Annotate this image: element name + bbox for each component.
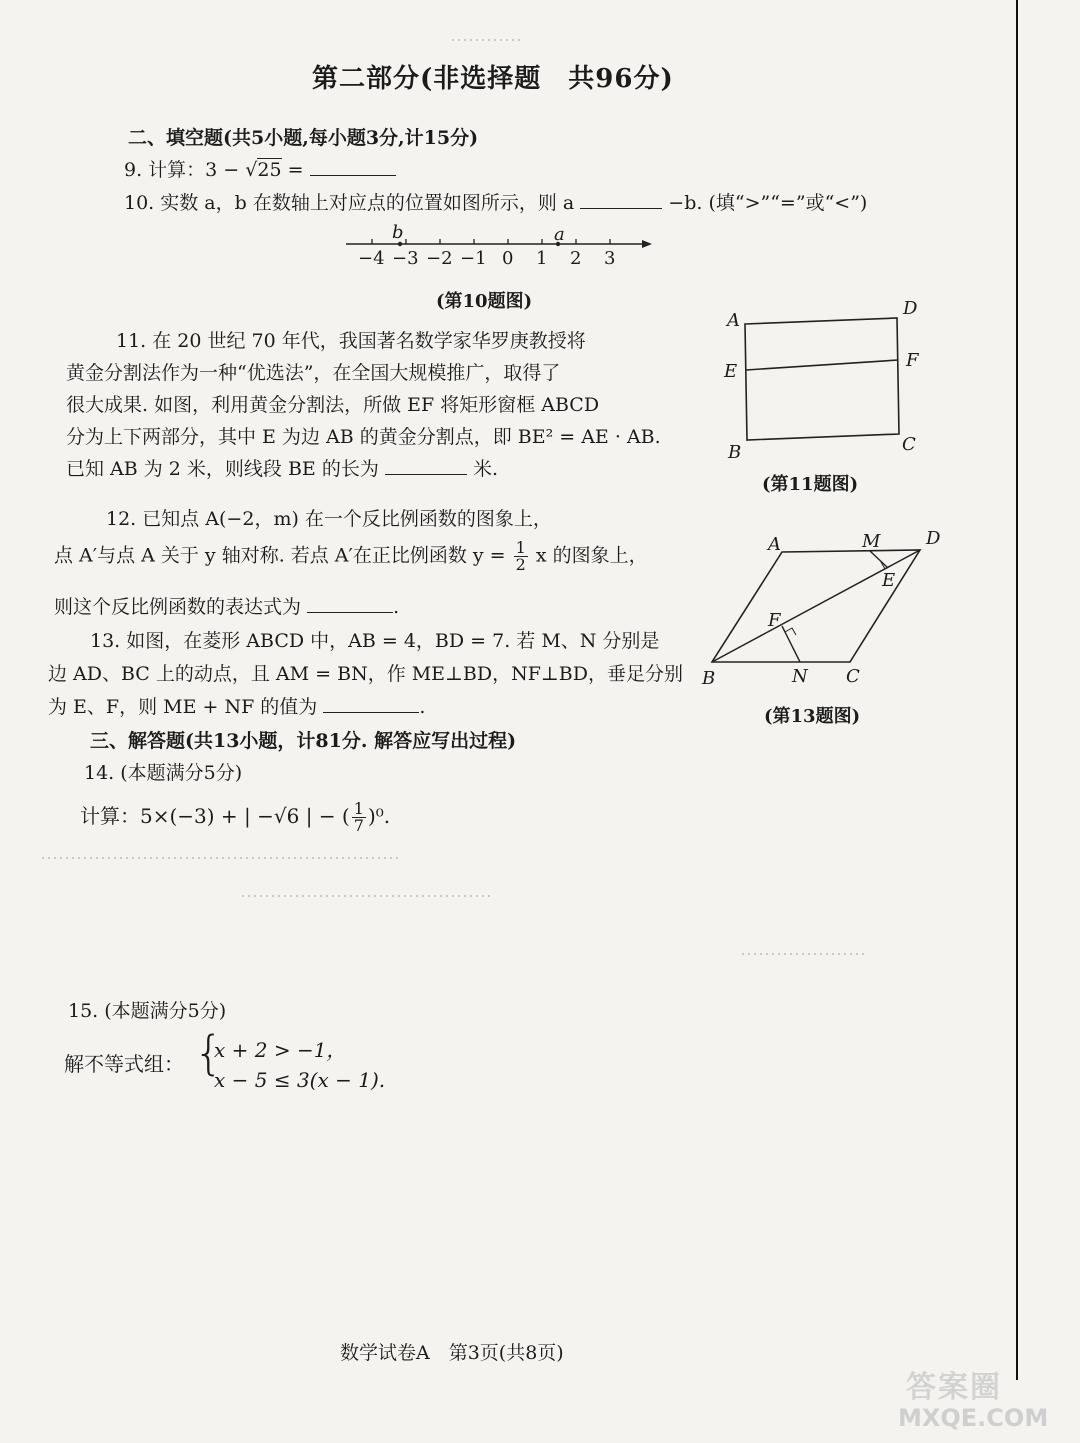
fraction-one-half: $\frac{1}{2}$: [515, 538, 526, 574]
numberline-label-b: b: [392, 222, 404, 243]
question-13-line: 为 E、F，则 ME + NF 的值为 .: [48, 696, 426, 718]
numberline-tick-label: 2: [570, 248, 582, 269]
fig13-label-B: B: [702, 668, 716, 689]
watermark-url: MXQE.COM: [898, 1404, 1049, 1432]
question-12-line: 12. 已知点 A(−2，m) 在一个反比例函数的图象上，: [106, 508, 552, 530]
numberline-label-a: a: [554, 224, 565, 245]
bleed-through-text: ⋯⋯⋯⋯⋯⋯⋯: [740, 944, 866, 965]
fig11-label-C: C: [902, 434, 916, 455]
fig11-label-B: B: [728, 442, 742, 463]
binding-edge-line: [1016, 0, 1018, 1380]
question-11-line: 很大成果. 如图，利用黄金分割法，所做 EF 将矩形窗框 ABCD: [66, 394, 600, 416]
question-14-expression: 计算：5×(−3) + | −√6 | − ( $\frac{1}{7}$ )⁰.: [80, 799, 391, 835]
fig11-label-F: F: [906, 350, 919, 371]
question-11-line: 已知 AB 为 2 米，则线段 BE 的长为 米.: [66, 458, 498, 480]
question-12-line: 点 A′与点 A 关于 y 轴对称. 若点 A′在正比例函数 y = $\frac{1}{2}$ x 的图象上，: [54, 538, 648, 574]
answer-blank-9[interactable]: [310, 175, 396, 176]
bleed-through-text: ⋯⋯⋯⋯: [450, 30, 522, 51]
rectangle-window-figure: [735, 310, 910, 450]
numberline-tick-label: −4: [358, 248, 385, 269]
question-10: 10. 实数 a，b 在数轴上对应点的位置如图所示，则 a −b. (填“>”“=”或“<”): [124, 192, 868, 214]
answer-blank-10[interactable]: [580, 208, 662, 209]
inequality-1: x + 2 > −1，: [214, 1038, 347, 1062]
fig11-label-E: E: [724, 361, 738, 382]
question-9: 9. 计算：3 − √25 =: [124, 155, 396, 182]
question-12-line: 则这个反比例函数的表达式为 .: [54, 596, 400, 618]
bleed-through-text: ⋯⋯⋯⋯⋯⋯⋯⋯⋯⋯⋯⋯⋯⋯⋯⋯⋯⋯⋯⋯: [40, 848, 400, 869]
fig11-label-D: D: [903, 298, 918, 319]
rhombus-figure: [700, 540, 940, 680]
fig13-label-D: D: [926, 528, 941, 549]
question-11-line: 黄金分割法作为一种“优选法”，在全国大规模推广，取得了: [66, 362, 561, 384]
question-11-line: 分为上下两部分，其中 E 为边 AB 的黄金分割点，即 BE² = AE · AB.: [66, 426, 661, 448]
fig13-label-M: M: [862, 531, 881, 552]
page-footer: 数学试卷A 第3页(共8页): [340, 1342, 564, 1364]
answer-blank-12[interactable]: [307, 612, 393, 613]
fig13-label-A: A: [768, 534, 781, 555]
watermark-logo: 答案圈: [906, 1370, 1002, 1405]
figure-caption-13: (第13题图): [764, 706, 861, 727]
question-15-title: 15. (本题满分5分): [68, 1000, 227, 1022]
fig13-label-C: C: [846, 666, 860, 687]
numberline-tick-label: −3: [392, 248, 419, 269]
numberline-tick-label: −2: [426, 248, 453, 269]
fig11-label-A: A: [727, 310, 740, 331]
question-13-line: 13. 如图，在菱形 ABCD 中，AB = 4，BD = 7. 若 M、N 分别是: [90, 630, 660, 652]
question-14-title: 14. (本题满分5分): [84, 762, 243, 784]
question-15-lead: 解不等式组：: [64, 1052, 184, 1076]
section-heading-fill-in: 二、填空题(共5小题,每小题3分,计15分): [128, 127, 479, 149]
fig13-label-N: N: [792, 666, 808, 687]
figure-caption-11: (第11题图): [762, 474, 859, 495]
numberline-tick-label: 3: [604, 248, 616, 269]
page-title: 第二部分(非选择题 共96分): [312, 64, 674, 94]
answer-blank-11[interactable]: [385, 474, 467, 475]
inequality-2: x − 5 ≤ 3(x − 1).: [214, 1068, 386, 1092]
numberline-tick-label: 0: [502, 248, 514, 269]
fig13-label-E: E: [882, 570, 896, 591]
answer-blank-13[interactable]: [323, 712, 419, 713]
figure-caption-10: (第10题图): [436, 291, 533, 312]
bleed-through-text: ⋯⋯⋯⋯⋯⋯⋯⋯⋯⋯⋯⋯⋯⋯: [240, 886, 492, 907]
question-13-line: 边 AD、BC 上的动点，且 AM = BN，作 ME⊥BD，NF⊥BD，垂足分别: [48, 663, 683, 685]
question-11-line: 11. 在 20 世纪 70 年代，我国著名数学家华罗庚教授将: [116, 330, 586, 352]
fig13-label-F: F: [768, 610, 781, 631]
section-heading-solutions: 三、解答题(共13小题，计81分. 解答应写出过程): [90, 730, 517, 752]
numberline-tick-label: 1: [536, 248, 548, 269]
system-brace: {: [194, 1026, 224, 1080]
numberline-tick-label: −1: [460, 248, 487, 269]
